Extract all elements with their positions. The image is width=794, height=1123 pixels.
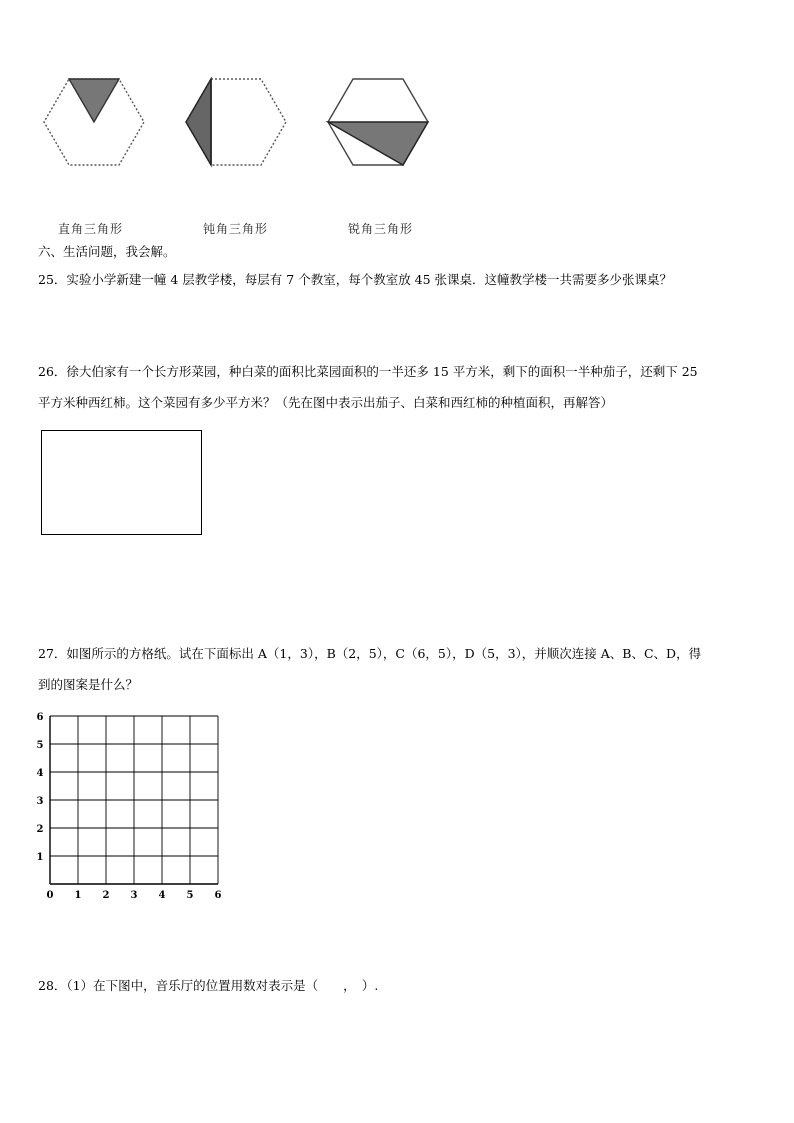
question-26-line1: 26．徐大伯家有一个长方形菜园，种白菜的面积比菜园面积的一半还多 15 平方米，剩下的面积一半种茄子，还剩下 25 — [38, 364, 698, 379]
question-26-line2: 平方米种西红柿。这个菜园有多少平方米？（先在图中表示出茄子、白菜和西红柿的种植面积，再解答） — [38, 395, 614, 410]
x-axis-tick-label: 1 — [74, 890, 82, 901]
hexagon-figure-acute-triangle — [324, 76, 432, 168]
hexagon-figure-right-triangle — [40, 76, 148, 168]
y-axis-tick-label: 4 — [36, 768, 44, 779]
x-axis-tick-label: 6 — [214, 890, 222, 901]
x-axis-tick-label: 5 — [186, 890, 194, 901]
question-28: 28．（1）在下图中，音乐厅的位置用数对表示是（ ， ）. — [38, 978, 379, 993]
question-27-line1: 27．如图所示的方格纸。试在下面标出 A（1，3），B（2，5），C（6，5），D（5，3），并顺次连接 A、B、C、D，得 — [38, 646, 702, 661]
hexagon-label-right: 直角三角形 — [58, 222, 124, 236]
x-axis-tick-label: 3 — [130, 890, 138, 901]
y-axis-tick-label: 3 — [36, 796, 44, 807]
y-axis-tick-label: 5 — [36, 740, 44, 751]
question-27-line2: 到的图案是什么？ — [38, 677, 139, 692]
hexagon-label-acute: 锐角三角形 — [348, 222, 414, 236]
x-axis-tick-label: 4 — [158, 890, 166, 901]
section-title: 六、生活问题，我会解。 — [38, 244, 176, 259]
coordinate-grid — [34, 712, 230, 902]
hexagon-label-obtuse: 钝角三角形 — [203, 222, 269, 236]
garden-rectangle — [41, 430, 202, 535]
y-axis-tick-label: 6 — [36, 712, 44, 723]
x-axis-tick-label: 0 — [46, 890, 54, 901]
y-axis-tick-label: 1 — [36, 852, 44, 863]
y-axis-tick-label: 2 — [36, 824, 44, 835]
question-25: 25．实验小学新建一幢 4 层教学楼，每层有 7 个教室，每个教室放 45 张课桌．这幢教学楼一共需要多少张课桌？ — [38, 272, 673, 287]
x-axis-tick-label: 2 — [102, 890, 110, 901]
hexagon-figure-obtuse-triangle — [182, 76, 290, 168]
